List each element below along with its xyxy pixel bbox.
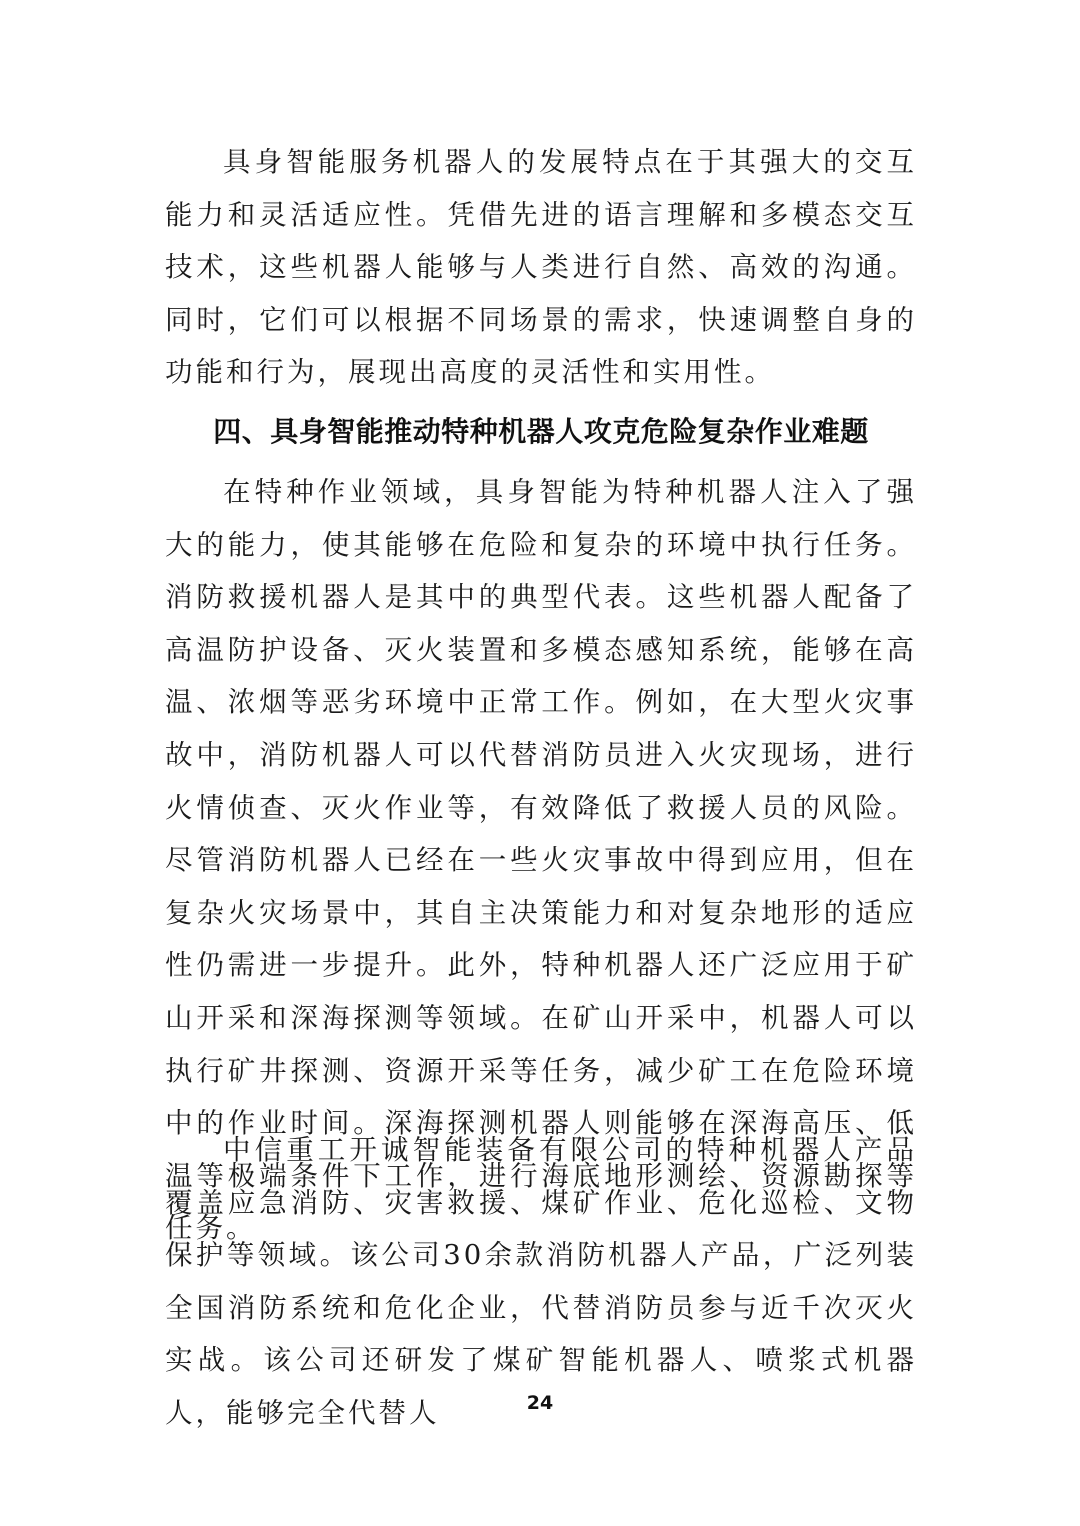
- body-paragraph-citic-heavy-industries: 中信重工开诚智能装备有限公司的特种机器人产品覆盖应急消防、灾害救援、煤矿作业、危化巡检、文物保护等领域。该公司30余款消防机器人产品，广泛列装全国消防系统和危化企业，代替消防员参与近千次灭火实战。该公司还研发了煤矿智能机器人、喷浆式机器人，能够完全代替人: [165, 1134, 917, 1429]
- body-paragraph-special-robots: 在特种作业领域，具身智能为特种机器人注入了强大的能力，使其能够在危险和复杂的环境中执行任务。消防救援机器人是其中的典型代表。这些机器人配备了高温防护设备、灭火装置和多模态感知系统，能够在高温、浓烟等恶劣环境中正常工作。例如，在大型火灾事故中，消防机器人可以代替消防员进入火灾现场，进行火情侦查、灭火作业等，有效降低了救援人员的风险。尽管消防机器人已经在一些火灾事故中得到应用，但在复杂火灾场景中，其自主决策能力和对复杂地形的适应性仍需进一步提升。此外，特种机器人还广泛应用于矿山开采和深海探测等领域。在矿山开采中，机器人可以执行矿井探测、资源开采等任务，减少矿工在危险环境中的作业时间。深海探测机器人则能够在深海高压、低温等极端条件下工作，进行海底地形测绘、资源勘探等任务。: [165, 476, 917, 1245]
- section-heading: 四、具身智能推动特种机器人攻克危险复杂作业难题: [213, 415, 869, 448]
- page-number: 24: [526, 1392, 554, 1414]
- body-paragraph-service-robots: 具身智能服务机器人的发展特点在于其强大的交互能力和灵活适应性。凭借先进的语言理解和多模态交互技术，这些机器人能够与人类进行自然、高效的沟通。同时，它们可以根据不同场景的需求，快速调整自身的功能和行为，展现出高度的灵活性和实用性。: [165, 146, 917, 389]
